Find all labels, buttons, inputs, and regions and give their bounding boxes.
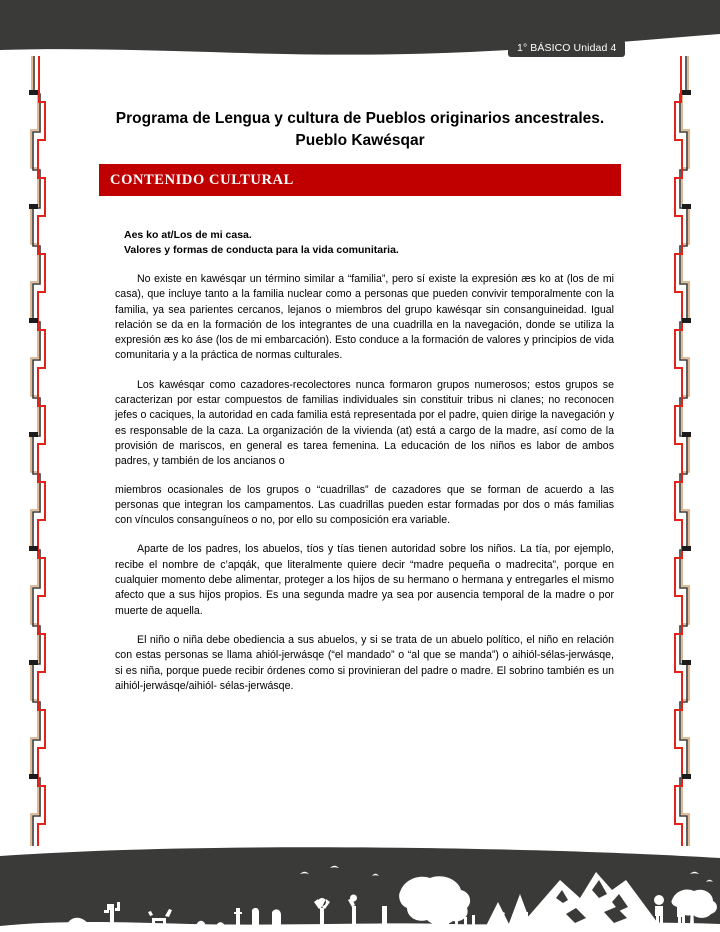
- body-paragraph: miembros ocasionales de los grupos o “cuadrillas” de cazadores que se forman de acuerdo a las personas que integran los campamentos. Las cuadrillas pueden estar formadas por dos o más familias con vínculos consanguíneos o no, por ello su composición era variable.: [115, 483, 614, 527]
- page-title: Programa de Lengua y cultura de Pueblos originarios ancestrales. Pueblo Kawésqar: [115, 110, 605, 149]
- footer-illustration-band: [0, 846, 720, 932]
- right-decorative-border: [668, 56, 702, 846]
- body-paragraph: Los kawésqar como cazadores-recolectores nunca formaron grupos numerosos; estos grupos se caracterizan por estar compuestos de familias individuales sin constituir tribus ni clanes; no reconocen jefes o caciques, la autoridad en cada familia está representada por el padre, quien dirige la navegación y es responsable de la caza. La organización de la vivienda (at) está a cargo de la madre, así como de la provisión de mariscos, en general es tarea femenina. La educación de los niños es labor de ambos padres, y también de los ancianos o: [115, 378, 614, 468]
- lead-line-2: Valores y formas de conducta para la vida comunitaria.: [124, 244, 399, 256]
- unit-badge: 1° BÁSICO Unidad 4: [508, 40, 625, 57]
- left-decorative-border: [18, 56, 52, 846]
- body-text-area: [115, 228, 614, 705]
- lead-line-1: Aes ko at/Los de mi casa.: [124, 229, 252, 241]
- section-banner: [99, 164, 621, 196]
- body-paragraph: El niño o niña debe obediencia a sus abuelos, y si se trata de un abuelo político, el niño en relación con estas personas se llama ahiól-jerwásqe (“el mandado” o “al que se manda”) o aihiól-sélas-jerwásqe, si es niña, porque puede recibir órdenes como si provinieran del padre o madre. El sobrino también es un aihiól-jerwásqe/aihiól- sélas-jerwásqe.: [115, 633, 614, 692]
- body-paragraph: No existe en kawésqar un término similar a “familia”, pero sí existe la expresión æs ko at (los de mi casa), que incluye tanto a la familia nuclear como a personas que pueden convivir temporalmente con la familia, ya sea parientes cercanos, lejanos o miembros del grupo kawésqar sin consanguineidad. Igual relación se da en la formación de los integrantes de una cuadrilla en la navegación, donde se utiliza la expresión æs ko áse (los de mi embarcación). Esto conduce a la formación de valores y principios de vida comunitaria y a la práctica de normas culturales.: [115, 273, 614, 362]
- section-banner-label: CONTENIDO CULTURAL: [110, 171, 294, 188]
- body-paragraph: Aparte de los padres, los abuelos, tíos y tías tienen autoridad sobre los niños. La tía, por ejemplo, recibe el nombre de c’apqák, que literalmente quiere decir “madre pequeña o madrecita”, porque en cualquier momento debe alimentar, proteger a los hijos de su hermano o hermana y entregarles el mismo afecto que a sus hijos propios. Es una segunda madre ya sea por ausencia temporal de la madre o por muerte de aquella.: [115, 543, 614, 617]
